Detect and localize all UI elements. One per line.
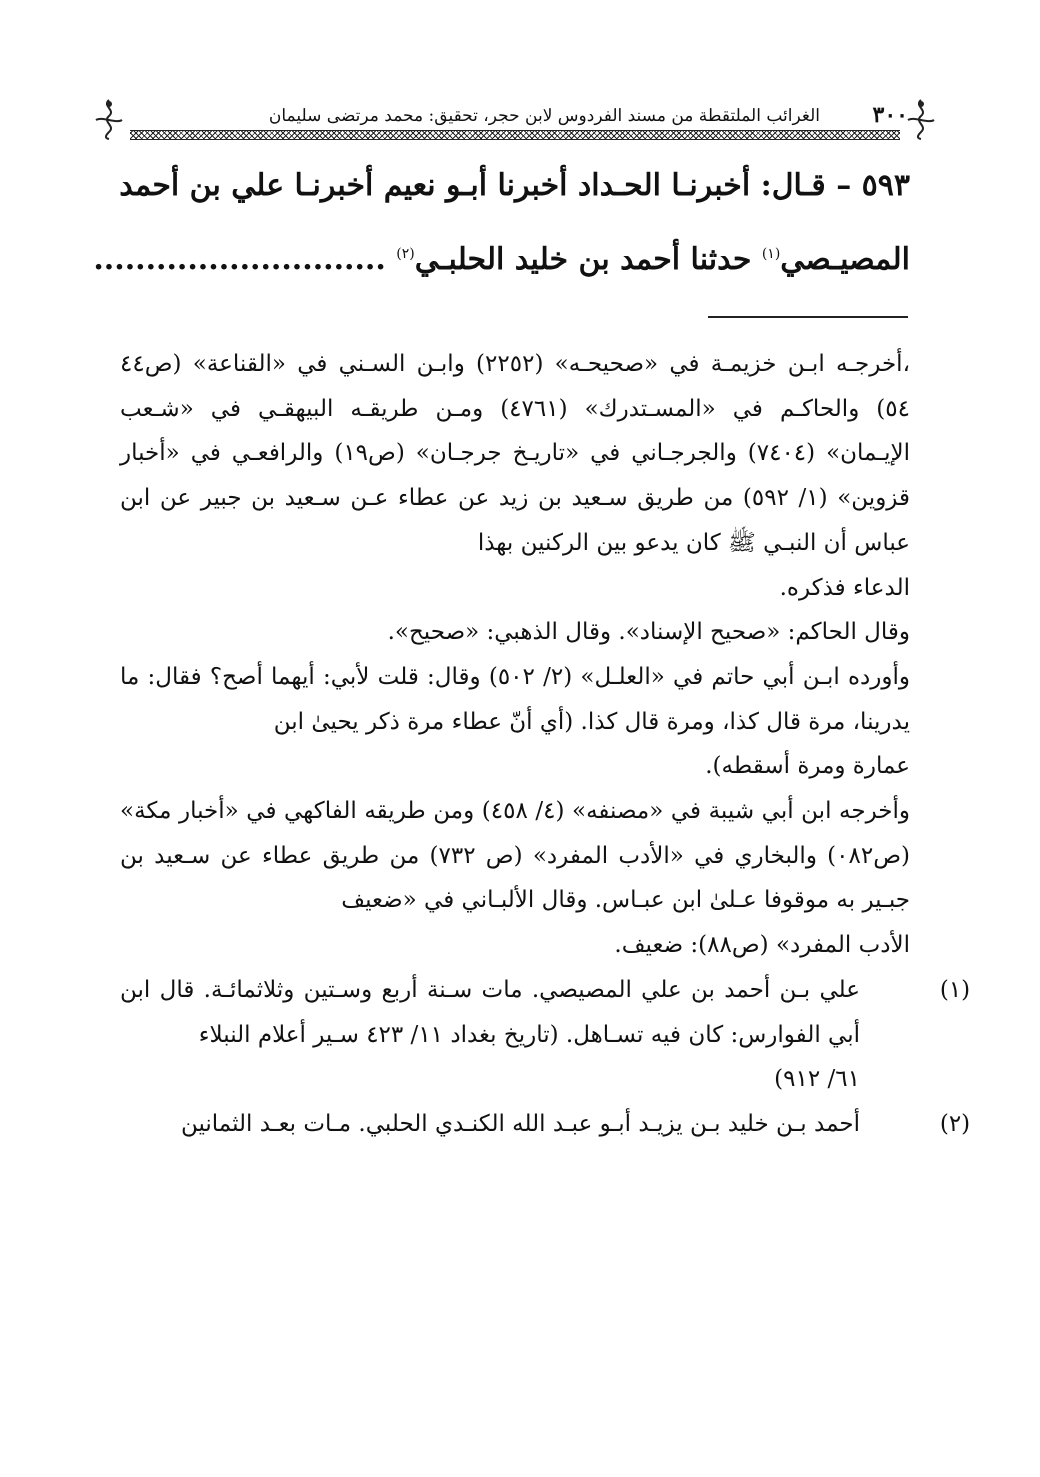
footnote-ref-1: (١) — [761, 246, 781, 262]
hadith-text-part: المصيـصي — [780, 242, 910, 277]
footnotes — [120, 342, 971, 1147]
footnote-text: علي بـن أحمد بن علي المصيصي. مات سـنة أربع وسـتين وثلاثمائـة. قال ابن أبي الفوارس: كان فيه تسـاهل. (تاريخ بغداد ١١/ ٤٢٣ سـير أعلام النبلاء — [120, 976, 860, 1048]
footnote-paragraph-end: الدعاء فذكره. — [779, 574, 910, 601]
footnote-1 — [120, 968, 971, 1102]
footnote-text-end: ٦١/ ٩١٢) — [774, 1066, 860, 1093]
ornament-flourish-icon — [92, 98, 126, 140]
ellipsis-dots: ............................ — [93, 242, 397, 277]
running-header — [100, 98, 930, 146]
running-title: الغرائب الملتقطة من مسند الفردوس لابن حجر، تحقيق: محمد مرتضى سليمان — [268, 106, 820, 126]
hadith-line-2 — [93, 242, 910, 277]
footnote-number: (٢) — [939, 1110, 971, 1137]
footnote-paragraph: وأخرجه ابن أبي شيبة في «مصنفه» (٤/ ٤٥٨) ومن طريقه الفاكهي في «أخبار مكة» (ص٠٨٢) والبخاري في «الأدب المفرد» (ص ٧٣٢) من طريق عطاء عن سـعيد بن جبـير به موقوفا عـلىٰ ابن عبـاس. وقال الألبـاني في «ضعيف — [120, 798, 910, 914]
footnote-paragraph: وقال الحاكم: «صحيح الإسناد». وقال الذهبي: «صحيح». — [387, 619, 910, 646]
page-number: ٣٠٠ — [872, 102, 908, 128]
footnote-paragraph: ،أخرجـه ابـن خزيمـة في «صحيحـه» (٢٢٥٢) وابـن السـني في «القناعة» (ص٤٤ ٥٤) والحاكـم في «المسـتدرك» (٤٧٦١) ومـن طريقـه البيهقـي في «شـعب الإيـمان» (٧٤٠٤) والجرجـاني في «تاريـخ جرجـان» (ص١٩) والرافعـي في «أخبار قزوين» (١/ ٥٩٢) من طريق سـعيد بن زيد عن عطاء عـن سـعيد بن جبير عن ابن عباس أن النبـي ﷺ كان يدعو بين الركنين بهذا — [120, 351, 910, 556]
footnote-2 — [120, 1102, 971, 1147]
footnote-ref-2: (٢) — [396, 246, 415, 262]
footnote-paragraph: وأورده ابـن أبي حاتم في «العلـل» (٢/ ٥٠٢) وقال: قلت لأبي: أيهما أصح؟ فقال: ما يدرينا، مرة قال كذا، ومرة قال كذا. (أي أنّ عطاء مرة ذكر يحيىٰ ابن — [120, 663, 910, 735]
footnote-paragraph-end: الأدب المفرد» (ص٨٨): ضعيف. — [614, 932, 910, 959]
footnote-text: أحمد بـن خليد بـن يزيـد أبـو عبـد الله الكنـدي الحلبي. مـات بعـد الثمانين — [180, 1110, 860, 1137]
header-ornament-band — [130, 130, 900, 140]
ornament-flourish-icon — [904, 98, 938, 140]
footnote-number: (١) — [939, 976, 971, 1003]
hadith-line-1: ٥٩٣ – قـال: أخبرنـا الحـداد أخبرنا أبـو نعيم أخبرنـا علي بن أحمد — [119, 168, 910, 203]
footnote-paragraph-end: عمارة ومرة أسقطه). — [705, 753, 910, 780]
footnote-separator — [708, 316, 908, 318]
hadith-text-part: حدثنا أحمد بن خليد الحلبـي — [414, 242, 762, 277]
